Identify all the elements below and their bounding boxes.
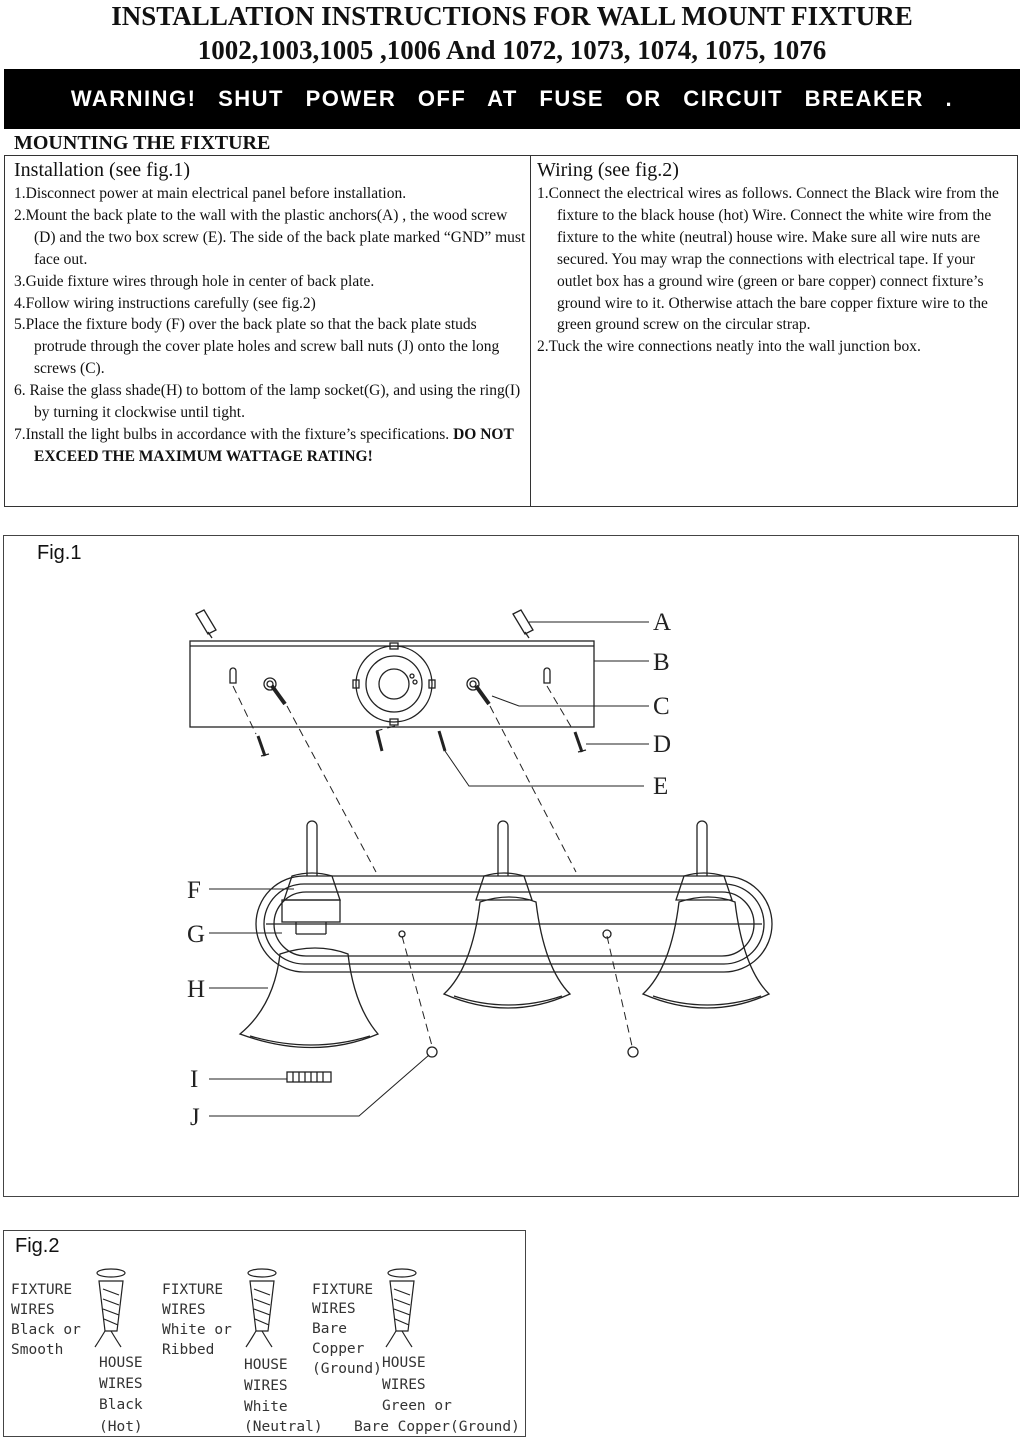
fixture-body bbox=[256, 876, 772, 972]
installation-step: 1.Disconnect power at main electrical panel before installation. bbox=[14, 185, 407, 202]
callout-i: I bbox=[190, 1066, 199, 1093]
long-screw-icon bbox=[272, 686, 285, 704]
house-wire-label: WIRES bbox=[99, 1376, 143, 1392]
fixture-wire-label: White or bbox=[162, 1322, 232, 1338]
callout-a: A bbox=[653, 609, 672, 636]
instructions-box bbox=[4, 155, 1018, 507]
glass-shade bbox=[444, 897, 570, 1008]
fig2-label: Fig.2 bbox=[15, 1235, 60, 1257]
lamp-socket bbox=[282, 900, 340, 934]
house-wire-label: HOUSE bbox=[99, 1355, 143, 1371]
house-wire-label: (Neutral) bbox=[244, 1419, 323, 1435]
fig1-label: Fig.1 bbox=[37, 542, 82, 564]
wood-screw-icon bbox=[575, 732, 586, 752]
callout-g: G bbox=[187, 921, 206, 948]
installation-step: 5.Place the fixture body (F) over the back plate so that the back plate studs protrude through the cover plate holes and screw ball nuts (J) onto the long screws (C). bbox=[14, 316, 500, 378]
installation-step: 6. Raise the glass shade(H) to bottom of the lamp socket(G), and using the ring(I) by turning it clockwise until tight. bbox=[14, 382, 521, 422]
lamp-cup bbox=[476, 873, 532, 900]
section-heading: MOUNTING THE FIXTURE bbox=[14, 132, 271, 154]
fixture-wire-label: Bare bbox=[312, 1321, 347, 1337]
house-wire-label: WIRES bbox=[244, 1378, 288, 1394]
house-wire-label: Green or bbox=[382, 1398, 452, 1414]
callout-d: D bbox=[653, 731, 672, 758]
fixture-wire-label: WIRES bbox=[162, 1302, 206, 1318]
wiring-step: 1.Connect the electrical wires as follows. Connect the Black wire from the fixture to the black house (hot) Wire. Connect the white wire from the fixture to the white (neutral) house wire. Make sure all wire nuts are secured. You may wrap the connections with electrical tape. If your outlet box has a ground wire (green or bare copper) connect fixture’s ground wire to it. Otherwise attach the bare copper fixture wire to the green ground screw on the circular strap. bbox=[537, 185, 999, 334]
lamp-cup bbox=[676, 873, 732, 900]
fixture-wire-label: WIRES bbox=[11, 1302, 55, 1318]
wire-nut-icon bbox=[95, 1269, 125, 1347]
house-wire-label: Bare Copper(Ground) bbox=[354, 1419, 520, 1435]
fixture-wire-label: WIRES bbox=[312, 1301, 356, 1317]
fixture-wire-label: FIXTURE bbox=[312, 1282, 374, 1298]
installation-step: 2.Mount the back plate to the wall with the plastic anchors(A) , the wood screw (D) and the two box screw (E). The side of the back plate marked “GND” must face out. bbox=[14, 206, 526, 268]
shade-ring-icon bbox=[287, 1072, 331, 1082]
callout-b: B bbox=[653, 649, 670, 676]
house-wire-label: White bbox=[244, 1399, 288, 1415]
fixture-wire-label: Black or bbox=[11, 1322, 81, 1338]
house-wire-label: HOUSE bbox=[382, 1355, 426, 1371]
wiring-column bbox=[537, 158, 1007, 358]
ball-nut-icon bbox=[628, 1047, 638, 1057]
arm-stem bbox=[697, 821, 707, 876]
house-wire-label: WIRES bbox=[382, 1377, 426, 1393]
fixture-wire-label: Ribbed bbox=[162, 1342, 215, 1358]
fixture-wire-label: FIXTURE bbox=[162, 1282, 224, 1298]
plastic-anchor-icon bbox=[513, 610, 533, 638]
callout-c: C bbox=[653, 693, 670, 720]
fixture-wire-label: Smooth bbox=[11, 1342, 64, 1358]
fixture-exploded-drawing bbox=[4, 536, 1020, 1198]
installation-column bbox=[14, 158, 526, 468]
back-plate bbox=[190, 641, 594, 727]
installation-step: 4.Follow wiring instructions carefully (see fig.2) bbox=[14, 294, 316, 312]
wattage-warning: DO NOT EXCEED THE MAXIMUM WATTAGE RATING! bbox=[34, 425, 514, 465]
warning-banner: WARNING! SHUT POWER OFF AT FUSE OR CIRCUIT BREAKER . bbox=[4, 69, 1020, 129]
long-screw-icon bbox=[476, 686, 489, 704]
arm-stem bbox=[498, 821, 508, 876]
box-screw-icon bbox=[377, 731, 382, 751]
plastic-anchor-icon bbox=[196, 610, 216, 638]
fig2-wiring-diagram bbox=[3, 1230, 526, 1437]
fixture-wire-label: FIXTURE bbox=[11, 1282, 73, 1298]
wood-screw-icon bbox=[258, 736, 269, 756]
callout-h: H bbox=[187, 976, 206, 1003]
installation-step: 3.Guide fixture wires through hole in center of back plate. bbox=[14, 272, 375, 290]
callout-j: J bbox=[190, 1104, 200, 1131]
fixture-wire-label: (Ground) bbox=[312, 1361, 382, 1377]
wiring-heading: Wiring (see fig.2) bbox=[537, 159, 679, 181]
fixture-wire-label: Copper bbox=[312, 1341, 365, 1357]
callout-e: E bbox=[653, 773, 669, 800]
arm-stem bbox=[307, 821, 317, 876]
wire-connection-drawing bbox=[4, 1231, 527, 1438]
house-wire-label: (Hot) bbox=[99, 1419, 143, 1435]
fig1-diagram bbox=[3, 535, 1019, 1197]
house-wire-label: Black bbox=[99, 1397, 143, 1413]
installation-step-7 bbox=[14, 424, 526, 468]
wire-nut-icon bbox=[246, 1269, 276, 1347]
glass-shade bbox=[240, 948, 378, 1048]
house-wire-label: HOUSE bbox=[244, 1357, 288, 1373]
column-divider bbox=[530, 156, 531, 506]
wiring-step: 2.Tuck the wire connections neatly into the wall junction box. bbox=[537, 338, 921, 356]
box-screw-icon bbox=[439, 731, 445, 751]
installation-step-text: 7.Install the light bulbs in accordance with the fixture’s specifications. bbox=[14, 425, 454, 443]
document-title: INSTALLATION INSTRUCTIONS FOR WALL MOUNT FIXTURE bbox=[111, 1, 913, 31]
installation-heading: Installation (see fig.1) bbox=[14, 159, 191, 181]
glass-shade bbox=[643, 897, 769, 1008]
callout-f: F bbox=[187, 877, 201, 904]
wire-nut-icon bbox=[386, 1269, 416, 1347]
model-numbers: 1002,1003,1005 ,1006 And 1072, 1073, 1074, 1075, 1076 bbox=[197, 35, 827, 65]
